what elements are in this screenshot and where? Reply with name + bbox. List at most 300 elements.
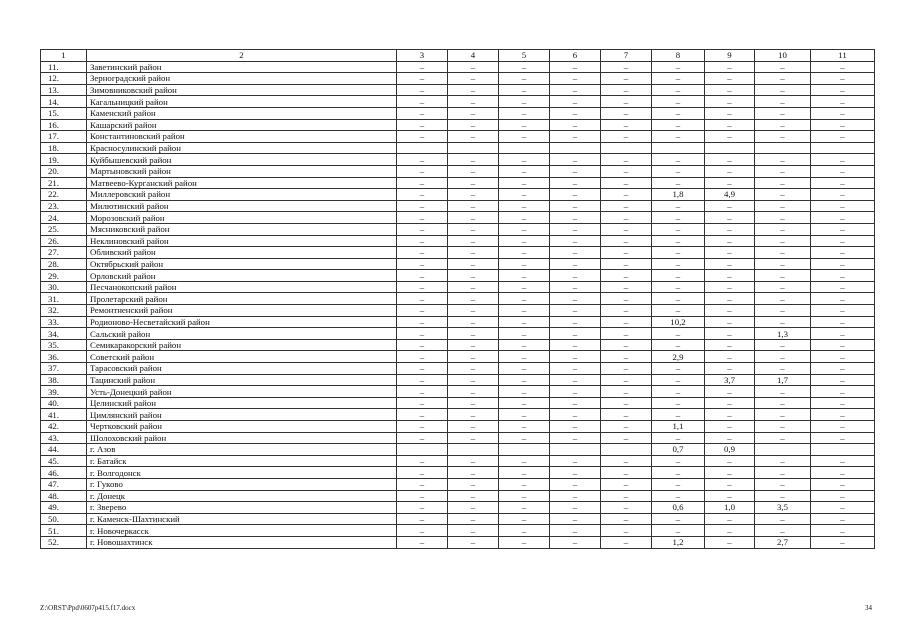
footer-file-path: Z:\ORST\Ppd\0607p415.f17.docx [40, 604, 136, 612]
value-cell: 1,7 [755, 374, 811, 386]
value-cell: – [755, 467, 811, 479]
value-cell: – [397, 467, 448, 479]
value-cell: – [550, 351, 601, 363]
value-cell [755, 444, 811, 456]
district-name: Константиновский район [87, 131, 397, 143]
value-cell: – [397, 374, 448, 386]
header-cell: 4 [448, 50, 499, 62]
value-cell: – [755, 351, 811, 363]
page-number: 34 [865, 604, 872, 612]
row-number: 17. [41, 131, 87, 143]
value-cell: 0,9 [705, 444, 755, 456]
value-cell: – [705, 73, 755, 85]
table-row [41, 432, 875, 444]
value-cell: – [601, 363, 652, 375]
district-name: Каменский район [87, 107, 397, 119]
value-cell: 3,5 [755, 502, 811, 514]
value-cell: – [601, 235, 652, 247]
value-cell: – [601, 73, 652, 85]
row-number: 29. [41, 270, 87, 282]
table-row [41, 421, 875, 433]
value-cell: – [550, 165, 601, 177]
value-cell: – [550, 154, 601, 166]
value-cell: – [499, 165, 550, 177]
value-cell: – [652, 165, 705, 177]
row-number: 22. [41, 189, 87, 201]
table-row [41, 351, 875, 363]
row-number: 33. [41, 316, 87, 328]
value-cell: – [705, 258, 755, 270]
value-cell: – [755, 293, 811, 305]
value-cell: – [652, 513, 705, 525]
table-row [41, 189, 875, 201]
value-cell: – [811, 258, 875, 270]
value-cell: – [448, 61, 499, 73]
row-number: 24. [41, 212, 87, 224]
value-cell: – [811, 107, 875, 119]
value-cell: – [499, 223, 550, 235]
row-number: 51. [41, 525, 87, 537]
value-cell: – [652, 397, 705, 409]
value-cell: – [397, 154, 448, 166]
value-cell: – [652, 305, 705, 317]
value-cell: – [601, 467, 652, 479]
value-cell: – [755, 247, 811, 259]
district-name: Зимовниковский район [87, 84, 397, 96]
value-cell: – [652, 374, 705, 386]
value-cell: – [811, 61, 875, 73]
table-row [41, 525, 875, 537]
value-cell: – [755, 305, 811, 317]
value-cell: – [397, 536, 448, 548]
value-cell: – [705, 467, 755, 479]
value-cell [705, 142, 755, 154]
value-cell: – [550, 490, 601, 502]
district-name: Семикаракорский район [87, 339, 397, 351]
value-cell: – [601, 316, 652, 328]
value-cell: – [550, 73, 601, 85]
table-row [41, 409, 875, 421]
value-cell: – [499, 328, 550, 340]
value-cell: – [499, 490, 550, 502]
value-cell: – [652, 212, 705, 224]
value-cell: – [397, 316, 448, 328]
row-number: 43. [41, 432, 87, 444]
value-cell: – [652, 386, 705, 398]
value-cell: – [811, 386, 875, 398]
value-cell: – [601, 478, 652, 490]
row-number: 52. [41, 536, 87, 548]
value-cell: – [811, 363, 875, 375]
value-cell: – [652, 478, 705, 490]
value-cell: – [448, 386, 499, 398]
value-cell: 1,1 [652, 421, 705, 433]
district-name: Цимлянский район [87, 409, 397, 421]
value-cell: – [550, 455, 601, 467]
value-cell: – [705, 386, 755, 398]
value-cell [448, 444, 499, 456]
table-row [41, 305, 875, 317]
table-row [41, 444, 875, 456]
value-cell: – [499, 432, 550, 444]
value-cell: – [811, 165, 875, 177]
value-cell: – [601, 432, 652, 444]
value-cell: – [652, 293, 705, 305]
value-cell: – [448, 200, 499, 212]
value-cell: 1,2 [652, 536, 705, 548]
value-cell: – [499, 154, 550, 166]
value-cell: – [448, 339, 499, 351]
value-cell: – [601, 328, 652, 340]
value-cell: – [397, 212, 448, 224]
value-cell: – [499, 258, 550, 270]
row-number: 39. [41, 386, 87, 398]
value-cell: – [601, 293, 652, 305]
row-number: 27. [41, 247, 87, 259]
value-cell: – [705, 397, 755, 409]
value-cell: – [811, 374, 875, 386]
value-cell [652, 142, 705, 154]
district-name: г. Батайск [87, 455, 397, 467]
value-cell: – [499, 293, 550, 305]
value-cell: – [811, 513, 875, 525]
value-cell: – [397, 223, 448, 235]
value-cell: – [397, 258, 448, 270]
value-cell: – [499, 467, 550, 479]
value-cell: – [448, 212, 499, 224]
value-cell: – [811, 328, 875, 340]
value-cell: – [705, 525, 755, 537]
value-cell: – [601, 223, 652, 235]
value-cell: – [550, 177, 601, 189]
value-cell: – [448, 525, 499, 537]
value-cell: – [811, 490, 875, 502]
value-cell: – [499, 73, 550, 85]
value-cell: – [705, 339, 755, 351]
table-row [41, 478, 875, 490]
district-name: г. Зверево [87, 502, 397, 514]
value-cell: – [397, 84, 448, 96]
district-name: Морозовский район [87, 212, 397, 224]
value-cell: – [652, 247, 705, 259]
row-number: 44. [41, 444, 87, 456]
value-cell: – [550, 432, 601, 444]
value-cell: – [448, 258, 499, 270]
row-number: 47. [41, 478, 87, 490]
value-cell: – [755, 455, 811, 467]
value-cell: – [397, 281, 448, 293]
district-name: Красносулинский район [87, 142, 397, 154]
value-cell: – [499, 421, 550, 433]
value-cell: – [652, 73, 705, 85]
value-cell: – [755, 200, 811, 212]
value-cell [499, 142, 550, 154]
row-number: 25. [41, 223, 87, 235]
value-cell: – [448, 305, 499, 317]
table-row [41, 363, 875, 375]
value-cell: – [705, 281, 755, 293]
value-cell: – [499, 270, 550, 282]
value-cell: – [550, 421, 601, 433]
value-cell: – [652, 339, 705, 351]
value-cell: – [811, 154, 875, 166]
header-cell: 5 [499, 50, 550, 62]
value-cell: – [811, 339, 875, 351]
value-cell: – [652, 84, 705, 96]
district-name: Миллеровский район [87, 189, 397, 201]
value-cell: – [448, 455, 499, 467]
table-row [41, 107, 875, 119]
district-name: Милютинский район [87, 200, 397, 212]
table-row [41, 281, 875, 293]
value-cell: – [499, 351, 550, 363]
value-cell: – [652, 96, 705, 108]
value-cell: – [811, 293, 875, 305]
row-number: 34. [41, 328, 87, 340]
value-cell: – [811, 223, 875, 235]
district-name: г. Волгодонск [87, 467, 397, 479]
value-cell: – [550, 478, 601, 490]
value-cell: – [499, 363, 550, 375]
value-cell: – [550, 374, 601, 386]
value-cell: – [448, 293, 499, 305]
value-cell: – [550, 293, 601, 305]
value-cell: – [499, 536, 550, 548]
row-number: 20. [41, 165, 87, 177]
value-cell: – [811, 397, 875, 409]
value-cell: – [652, 223, 705, 235]
district-name: Шолоховский район [87, 432, 397, 444]
row-number: 28. [41, 258, 87, 270]
value-cell: – [448, 432, 499, 444]
value-cell: – [705, 316, 755, 328]
district-name: Обливский район [87, 247, 397, 259]
value-cell: – [499, 316, 550, 328]
district-name: Пролетарский район [87, 293, 397, 305]
district-name: Мясниковский район [87, 223, 397, 235]
header-cell: 10 [755, 50, 811, 62]
table-row [41, 502, 875, 514]
value-cell: – [755, 363, 811, 375]
value-cell [811, 444, 875, 456]
value-cell: – [397, 107, 448, 119]
value-cell: – [811, 247, 875, 259]
value-cell: – [652, 119, 705, 131]
value-cell: – [448, 421, 499, 433]
value-cell: – [755, 281, 811, 293]
table-row [41, 536, 875, 548]
value-cell: – [448, 363, 499, 375]
value-cell: – [811, 525, 875, 537]
value-cell: – [705, 107, 755, 119]
value-cell: – [397, 328, 448, 340]
value-cell: – [601, 386, 652, 398]
value-cell: – [652, 235, 705, 247]
value-cell: – [448, 131, 499, 143]
district-name: Сальский район [87, 328, 397, 340]
table-row [41, 316, 875, 328]
value-cell: – [652, 467, 705, 479]
row-number: 16. [41, 119, 87, 131]
value-cell: – [811, 432, 875, 444]
value-cell: – [397, 432, 448, 444]
row-number: 32. [41, 305, 87, 317]
value-cell: – [705, 131, 755, 143]
value-cell: – [811, 536, 875, 548]
value-cell: – [448, 73, 499, 85]
value-cell: – [601, 96, 652, 108]
value-cell: – [397, 200, 448, 212]
value-cell: – [397, 119, 448, 131]
value-cell: – [499, 84, 550, 96]
value-cell: – [705, 200, 755, 212]
row-number: 37. [41, 363, 87, 375]
value-cell: – [601, 131, 652, 143]
value-cell: – [550, 61, 601, 73]
value-cell: – [499, 131, 550, 143]
table-row [41, 142, 875, 154]
value-cell: – [705, 513, 755, 525]
value-cell: – [550, 536, 601, 548]
district-name: Усть-Донецкий район [87, 386, 397, 398]
table-row [41, 258, 875, 270]
value-cell: – [601, 305, 652, 317]
value-cell: – [499, 409, 550, 421]
value-cell: – [652, 409, 705, 421]
value-cell: – [755, 165, 811, 177]
district-name: Чертковский район [87, 421, 397, 433]
value-cell: – [448, 467, 499, 479]
district-name: Ремонтненский район [87, 305, 397, 317]
value-cell: – [550, 235, 601, 247]
value-cell: – [601, 502, 652, 514]
value-cell: – [397, 386, 448, 398]
value-cell: – [448, 281, 499, 293]
value-cell: – [397, 235, 448, 247]
value-cell: – [755, 177, 811, 189]
table-row [41, 61, 875, 73]
value-cell: – [397, 61, 448, 73]
value-cell: – [499, 119, 550, 131]
value-cell: – [601, 536, 652, 548]
value-cell: – [811, 281, 875, 293]
value-cell: – [755, 397, 811, 409]
value-cell: – [705, 490, 755, 502]
table-row [41, 293, 875, 305]
value-cell: – [705, 177, 755, 189]
value-cell: 4,9 [705, 189, 755, 201]
value-cell: – [705, 212, 755, 224]
value-cell: – [652, 177, 705, 189]
value-cell: – [397, 513, 448, 525]
value-cell: – [811, 305, 875, 317]
value-cell: – [550, 281, 601, 293]
value-cell: – [448, 328, 499, 340]
value-cell: – [448, 397, 499, 409]
value-cell: – [755, 316, 811, 328]
value-cell: – [705, 409, 755, 421]
value-cell: – [397, 397, 448, 409]
value-cell: – [705, 432, 755, 444]
value-cell: – [601, 397, 652, 409]
value-cell: – [652, 525, 705, 537]
table-row [41, 119, 875, 131]
value-cell: – [705, 165, 755, 177]
header-cell: 2 [87, 50, 397, 62]
value-cell: – [550, 363, 601, 375]
value-cell: – [705, 235, 755, 247]
data-table [40, 49, 875, 549]
table-row [41, 328, 875, 340]
row-number: 38. [41, 374, 87, 386]
value-cell: – [755, 212, 811, 224]
value-cell: – [755, 270, 811, 282]
value-cell: – [601, 513, 652, 525]
value-cell: – [652, 328, 705, 340]
value-cell: – [601, 258, 652, 270]
row-number: 21. [41, 177, 87, 189]
value-cell: – [755, 73, 811, 85]
district-name: Заветинский район [87, 61, 397, 73]
district-name: Октябрьский район [87, 258, 397, 270]
value-cell: – [448, 409, 499, 421]
value-cell: – [652, 107, 705, 119]
value-cell: – [499, 212, 550, 224]
value-cell: – [705, 478, 755, 490]
value-cell: – [601, 119, 652, 131]
value-cell: – [601, 84, 652, 96]
value-cell: – [811, 409, 875, 421]
value-cell: – [448, 478, 499, 490]
value-cell [601, 142, 652, 154]
row-number: 48. [41, 490, 87, 502]
table-row [41, 490, 875, 502]
value-cell: – [448, 165, 499, 177]
table-row [41, 154, 875, 166]
value-cell: – [705, 223, 755, 235]
table-row [41, 270, 875, 282]
value-cell [397, 444, 448, 456]
value-cell: – [550, 270, 601, 282]
value-cell: – [601, 189, 652, 201]
value-cell: – [755, 432, 811, 444]
value-cell: – [705, 363, 755, 375]
row-number: 11. [41, 61, 87, 73]
district-name: Неклиновский район [87, 235, 397, 247]
value-cell: – [499, 200, 550, 212]
value-cell: – [397, 305, 448, 317]
value-cell: – [550, 316, 601, 328]
header-cell: 7 [601, 50, 652, 62]
value-cell: – [811, 316, 875, 328]
value-cell [811, 142, 875, 154]
value-cell: – [550, 467, 601, 479]
value-cell: – [601, 200, 652, 212]
row-number: 45. [41, 455, 87, 467]
value-cell: – [652, 270, 705, 282]
value-cell: – [755, 107, 811, 119]
value-cell: – [448, 119, 499, 131]
value-cell: – [499, 305, 550, 317]
value-cell [448, 142, 499, 154]
value-cell: – [652, 61, 705, 73]
value-cell: – [811, 351, 875, 363]
value-cell: – [499, 386, 550, 398]
district-name: г. Новочеркасск [87, 525, 397, 537]
value-cell: – [811, 131, 875, 143]
value-cell: – [499, 189, 550, 201]
value-cell: – [397, 177, 448, 189]
